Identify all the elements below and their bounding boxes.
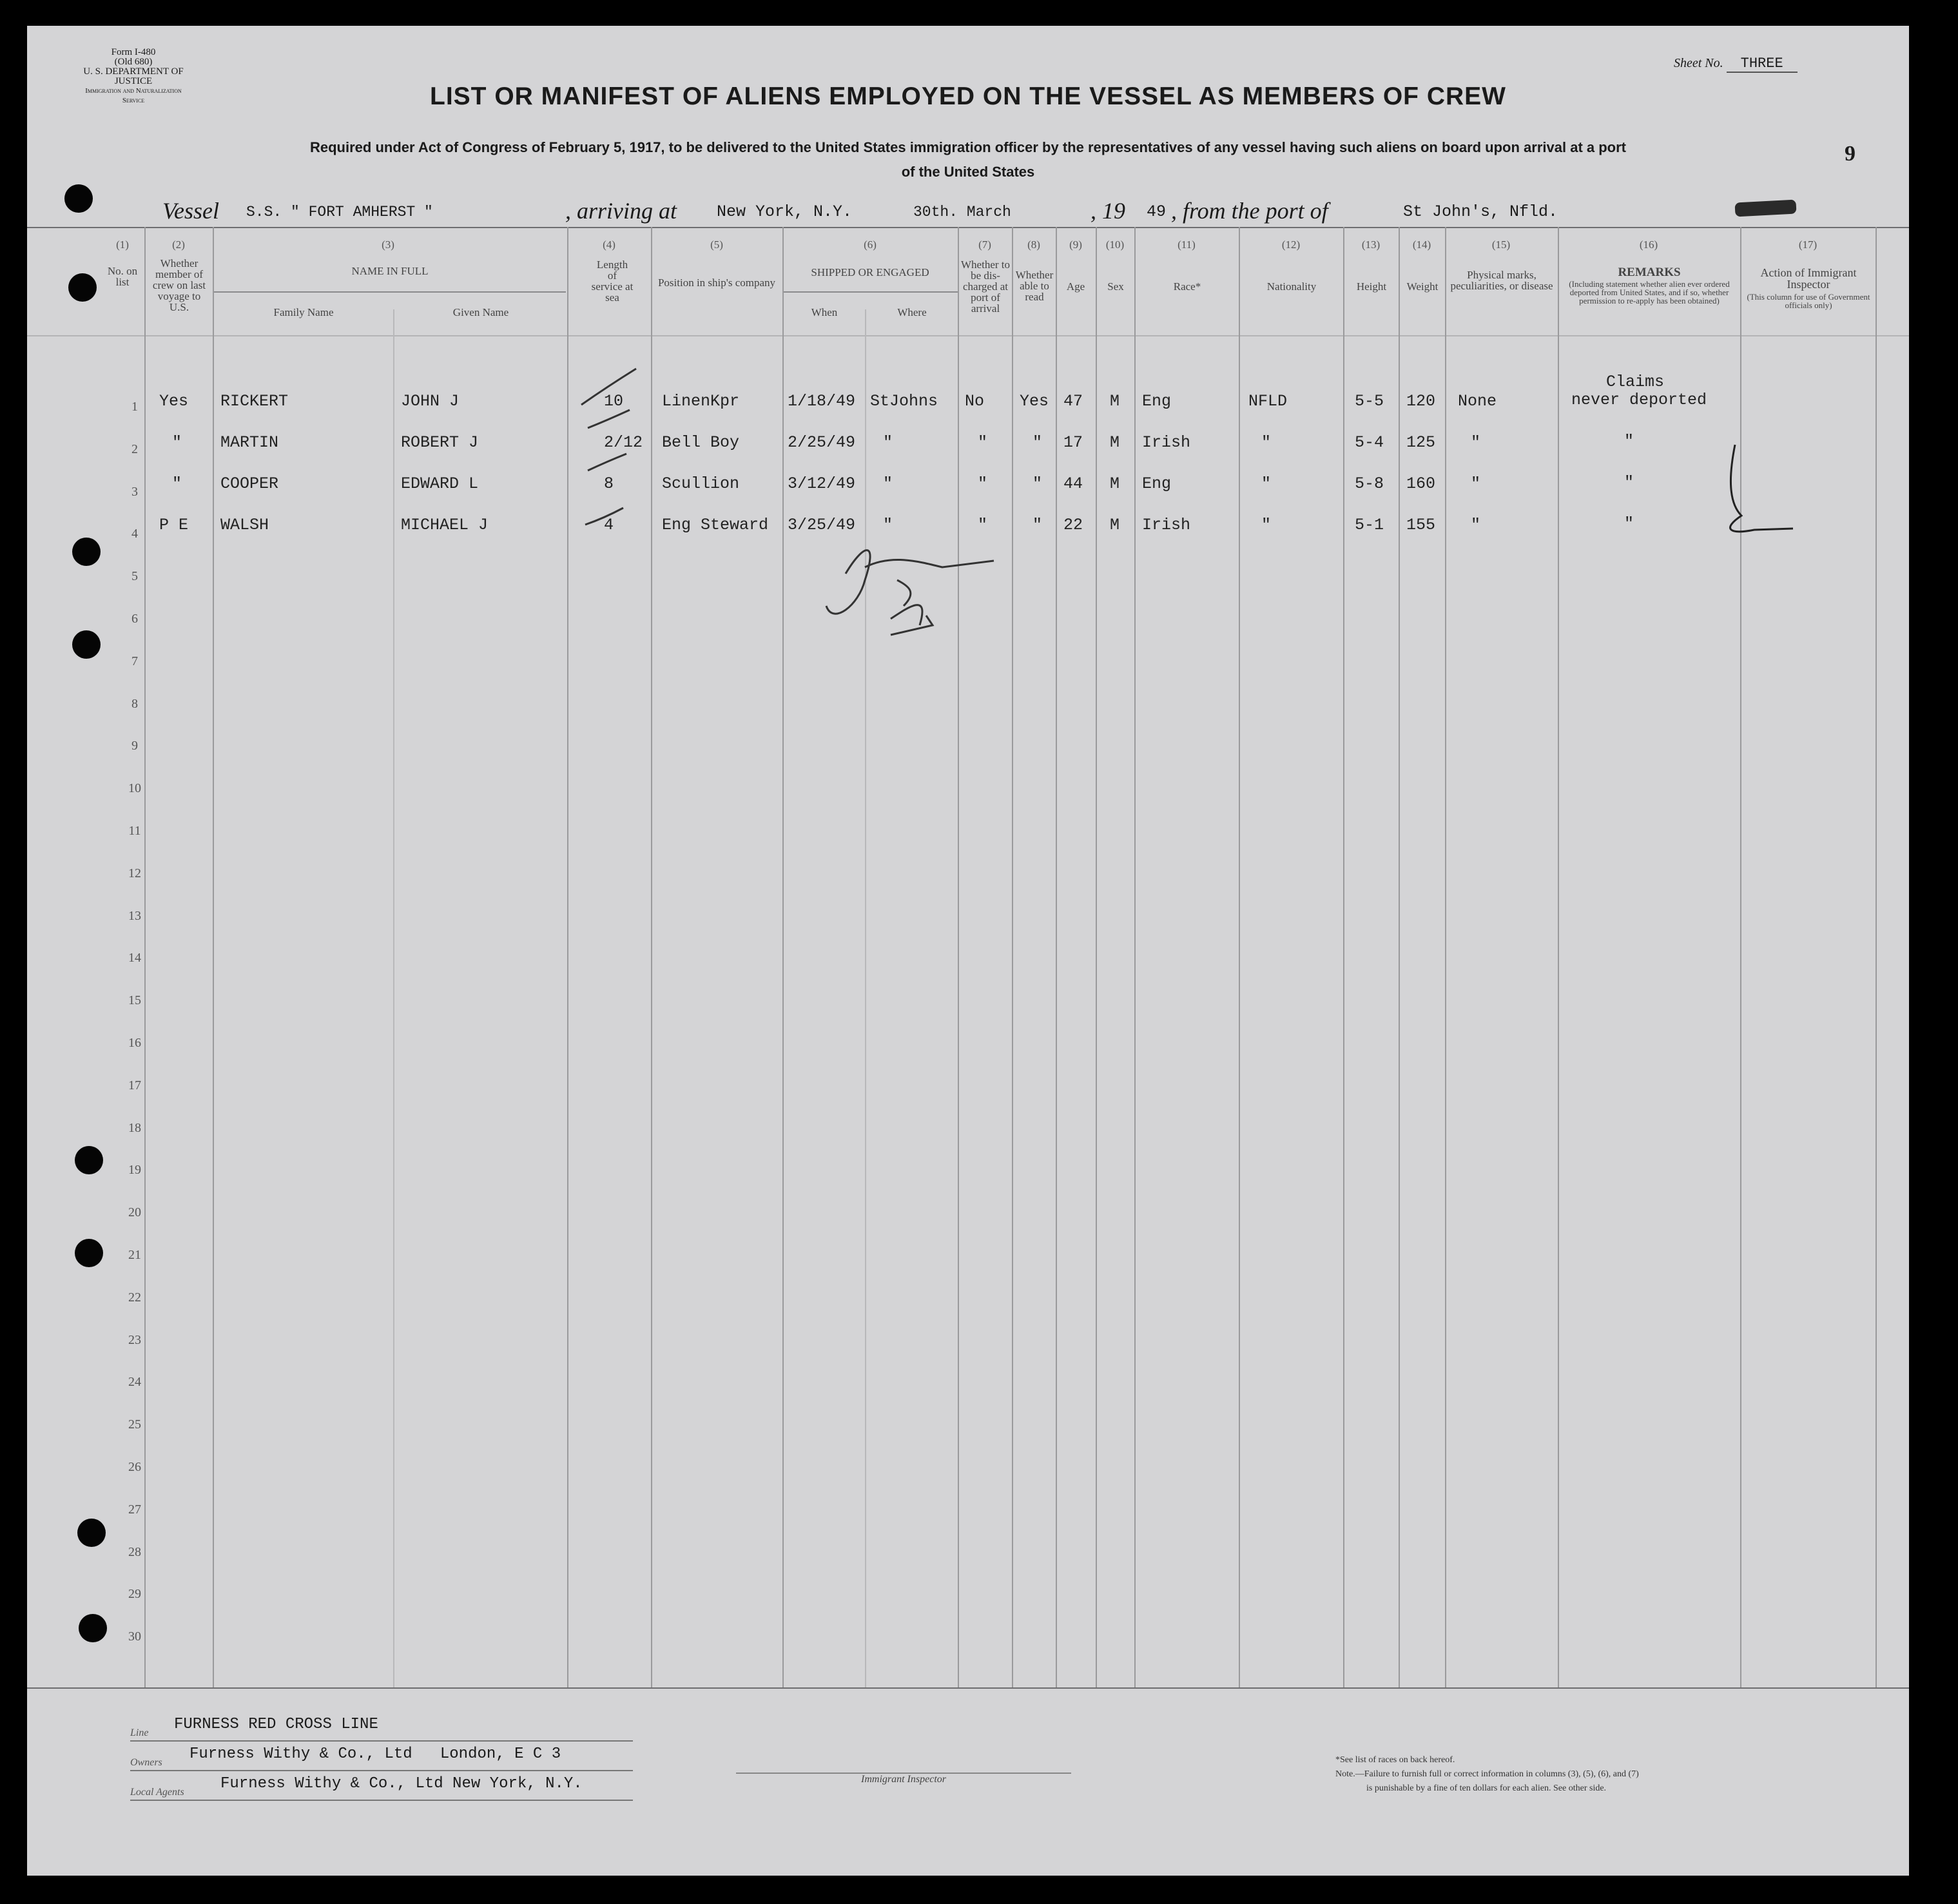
inspector-action-mark xyxy=(1730,445,1793,532)
nationality-cell: " xyxy=(1261,516,1272,534)
page-title: LIST OR MANIFEST OF ALIENS EMPLOYED ON THE VESSEL AS MEMBERS OF CREW xyxy=(430,83,1506,110)
col-head-physical-marks: Physical marks, peculiarities, or disease xyxy=(1450,269,1553,292)
col-head-sex: Sex xyxy=(1107,280,1124,293)
discharged-cell: No xyxy=(965,392,985,411)
position-cell: Scullion xyxy=(662,474,740,493)
col-head-member-last-voyage: Whether member of crew on last voyage to U.S. xyxy=(152,257,206,313)
row-number: 12 xyxy=(128,866,141,880)
height-cell: 5-1 xyxy=(1355,516,1384,534)
department-name: U. S. DEPARTMENT OF JUSTICE xyxy=(83,66,184,86)
col-number: (17) xyxy=(1798,238,1817,251)
remarks-cell-line-1: Claims xyxy=(1606,373,1665,391)
row-number: 8 xyxy=(131,696,138,711)
col-number: (3) xyxy=(382,238,394,251)
where-cell: StJohns xyxy=(870,392,938,411)
punch-hole xyxy=(75,1239,103,1267)
col-head-height: Height xyxy=(1356,280,1387,293)
row-number: 1 xyxy=(131,400,138,414)
col-number: (9) xyxy=(1069,238,1082,251)
row-number: 15 xyxy=(128,993,141,1008)
where-cell: " xyxy=(883,516,893,534)
form-old-number: (Old 680) xyxy=(114,57,153,67)
length-service-cell: 10 xyxy=(604,392,624,411)
length-service-cell: 2/12 xyxy=(604,433,643,452)
row-number: 17 xyxy=(128,1078,141,1093)
able-read-cell: " xyxy=(1032,516,1043,534)
manifest-sheet xyxy=(27,26,1909,1876)
row-number: 4 xyxy=(131,527,138,541)
discharged-cell: " xyxy=(978,516,988,534)
owners-label: Owners xyxy=(130,1757,162,1768)
length-service-cell: 4 xyxy=(604,516,614,534)
from-label: , from the port of xyxy=(1171,198,1328,224)
from-port: St John's, Nfld. xyxy=(1403,202,1558,221)
page-number: 9 xyxy=(1845,142,1856,166)
age-cell: 17 xyxy=(1063,433,1083,452)
height-cell: 5-8 xyxy=(1355,474,1384,493)
weight-cell: 120 xyxy=(1406,392,1436,411)
row-number: 29 xyxy=(128,1587,141,1602)
punch-hole xyxy=(64,184,93,213)
remarks-cell: " xyxy=(1624,473,1634,492)
row-number: 6 xyxy=(131,612,138,626)
age-cell: 44 xyxy=(1063,474,1083,493)
col-head-position: Position in ship's company xyxy=(657,277,776,289)
sex-cell: M xyxy=(1110,516,1120,534)
col-head-remarks-note: (Including statement whether alien ever ordered deported from United States, and if so, whether permission to re-apply has been obtained) xyxy=(1569,279,1730,306)
col-head-length-service: Length of service at sea xyxy=(591,258,634,304)
remarks-cell: " xyxy=(1624,432,1634,451)
col-head-no-on-list: No. on list xyxy=(107,265,138,288)
row-number: 23 xyxy=(128,1332,141,1347)
given-name-cell: JOHN J xyxy=(401,392,460,411)
year-suffix: 49 xyxy=(1147,202,1167,221)
row-number: 25 xyxy=(128,1417,141,1432)
member-cell: P E xyxy=(159,516,189,534)
inspector-signature xyxy=(826,550,994,614)
col-head-name-in-full: NAME IN FULL xyxy=(351,265,429,277)
agents-field xyxy=(130,1776,633,1801)
where-cell: " xyxy=(883,433,893,452)
col-head-where: Where xyxy=(897,306,927,318)
when-cell: 2/25/49 xyxy=(788,433,856,452)
punch-hole xyxy=(72,538,101,566)
punch-hole xyxy=(79,1614,107,1642)
row-number: 7 xyxy=(131,654,138,668)
position-cell: Bell Boy xyxy=(662,433,740,452)
height-cell: 5-5 xyxy=(1355,392,1384,411)
row-number: 11 xyxy=(128,824,141,838)
line-label: Line xyxy=(130,1727,149,1738)
sheet-label: Sheet No. xyxy=(1674,56,1723,70)
member-cell: " xyxy=(172,433,182,452)
owners-field xyxy=(130,1747,633,1771)
footer-notes xyxy=(1335,1753,1851,1796)
subtitle-line-1: Required under Act of Congress of February 5, 1917, to be delivered to the United States immigration officer by the representatives of any vessel having such aliens on board upon arrival at a port xyxy=(309,139,1626,155)
punch-hole xyxy=(77,1519,106,1547)
able-read-cell: " xyxy=(1032,474,1043,493)
race-cell: Irish xyxy=(1142,516,1191,534)
row-number: 21 xyxy=(128,1248,141,1262)
line-value: FURNESS RED CROSS LINE xyxy=(174,1716,378,1733)
sex-cell: M xyxy=(1110,474,1120,493)
service-name: Immigration and Naturalization Service xyxy=(85,87,182,104)
member-cell: " xyxy=(172,474,182,493)
position-cell: Eng Steward xyxy=(662,516,769,534)
col-number: (4) xyxy=(603,238,616,251)
row-number: 5 xyxy=(131,569,138,584)
inspector-initials xyxy=(891,605,933,635)
given-name-cell: EDWARD L xyxy=(401,474,479,493)
race-cell: Eng xyxy=(1142,392,1172,411)
col-number: (15) xyxy=(1491,238,1511,251)
col-head-action-inspector: Action of Immigrant Inspector xyxy=(1760,266,1857,291)
family-name-cell: MARTIN xyxy=(220,433,279,452)
vessel-name: S.S. " FORT AMHERST " xyxy=(246,204,433,220)
vessel-date: 30th. March xyxy=(913,204,1011,220)
discharged-cell: " xyxy=(978,474,988,493)
col-head-action-note: (This column for use of Government officials only) xyxy=(1747,292,1870,310)
row-number: 16 xyxy=(128,1036,141,1050)
length-check-mark xyxy=(581,369,636,405)
nationality-cell: NFLD xyxy=(1248,392,1288,411)
form-number: Form I-480 xyxy=(111,47,156,57)
owners-value: Furness Withy & Co., Ltd London, E C 3 xyxy=(189,1745,561,1763)
col-head-race: Race* xyxy=(1173,280,1201,293)
when-cell: 3/12/49 xyxy=(788,474,856,493)
punch-hole xyxy=(72,630,101,659)
col-number: (5) xyxy=(710,238,723,251)
footer-carrier-block xyxy=(130,1703,710,1832)
row-number: 19 xyxy=(128,1163,141,1178)
length-check-mark xyxy=(588,454,626,471)
physical-marks-cell: " xyxy=(1471,433,1481,452)
col-number: (6) xyxy=(864,238,877,251)
when-cell: 3/25/49 xyxy=(788,516,856,534)
member-cell: Yes xyxy=(159,392,189,411)
weight-cell: 155 xyxy=(1406,516,1436,534)
arriving-port: New York, N.Y. xyxy=(717,202,853,221)
length-service-cell: 8 xyxy=(604,474,614,493)
length-check-mark xyxy=(585,508,623,525)
row-number: 13 xyxy=(128,908,141,923)
family-name-cell: WALSH xyxy=(220,516,269,534)
col-head-remarks: REMARKS xyxy=(1618,266,1681,279)
punch-hole xyxy=(68,273,97,302)
weight-cell: 160 xyxy=(1406,474,1436,493)
age-cell: 22 xyxy=(1063,516,1083,534)
handwritten-marks xyxy=(27,26,1909,1876)
col-number: (10) xyxy=(1105,238,1125,251)
nationality-cell: " xyxy=(1261,433,1272,452)
row-number: 30 xyxy=(128,1629,141,1644)
col-head-nationality: Nationality xyxy=(1266,280,1317,293)
line-field xyxy=(130,1717,633,1742)
physical-marks-cell: " xyxy=(1471,474,1481,493)
sex-cell: M xyxy=(1110,433,1120,452)
row-number: 3 xyxy=(131,484,138,499)
row-number: 27 xyxy=(128,1502,141,1517)
col-number: (8) xyxy=(1027,238,1040,251)
col-head-able-read: Whether able to read xyxy=(1015,269,1054,303)
family-name-cell: COOPER xyxy=(220,474,279,493)
year-prefix: , 19 xyxy=(1090,198,1125,224)
col-number: (2) xyxy=(172,238,185,251)
discharged-cell: " xyxy=(978,433,988,452)
sheet-number: THREE xyxy=(1727,55,1798,73)
row-number: 24 xyxy=(128,1375,141,1390)
punch-hole xyxy=(75,1146,103,1174)
col-number: (1) xyxy=(116,238,129,251)
when-cell: 1/18/49 xyxy=(788,392,856,411)
where-cell: " xyxy=(883,474,893,493)
row-number: 26 xyxy=(128,1460,141,1474)
race-cell: Eng xyxy=(1142,474,1172,493)
penalty-note-cont: is punishable by a fine of ten dollars for each alien. See other side. xyxy=(1366,1783,1607,1793)
nationality-cell: " xyxy=(1261,474,1272,493)
row-number: 28 xyxy=(128,1544,141,1559)
given-name-cell: MICHAEL J xyxy=(401,516,489,534)
row-number: 14 xyxy=(128,951,141,966)
col-head-given-name: Given Name xyxy=(452,306,509,318)
physical-marks-cell: " xyxy=(1471,516,1481,534)
length-check-mark xyxy=(588,410,630,428)
row-number: 10 xyxy=(128,781,141,796)
row-number: 18 xyxy=(128,1120,141,1135)
physical-marks-cell: None xyxy=(1458,392,1497,411)
arriving-label: , arriving at xyxy=(565,198,677,224)
agents-label: Local Agents xyxy=(130,1787,184,1798)
col-head-weight: Weight xyxy=(1406,280,1439,293)
col-number: (7) xyxy=(978,238,991,251)
weight-cell: 125 xyxy=(1406,433,1436,452)
agents-value: Furness Withy & Co., Ltd New York, N.Y. xyxy=(220,1775,583,1792)
vessel-label: Vessel xyxy=(162,198,219,224)
row-number: 20 xyxy=(128,1205,141,1220)
remarks-cell: " xyxy=(1624,514,1634,533)
inspector-label: Immigrant Inspector xyxy=(861,1774,946,1785)
age-cell: 47 xyxy=(1063,392,1083,411)
able-read-cell: " xyxy=(1032,433,1043,452)
penalty-note: Note.—Failure to furnish full or correct information in columns (3), (5), (6), and (7) xyxy=(1335,1769,1639,1779)
races-note: *See list of races on back hereof. xyxy=(1335,1755,1455,1765)
inspector-signature-line xyxy=(736,1773,1071,1785)
given-name-cell: ROBERT J xyxy=(401,433,479,452)
row-number: 22 xyxy=(128,1290,141,1305)
remarks-cell: never deported xyxy=(1571,391,1707,409)
sex-cell: M xyxy=(1110,392,1120,411)
able-read-cell: Yes xyxy=(1020,392,1049,411)
col-number: (14) xyxy=(1412,238,1431,251)
col-number: (11) xyxy=(1178,238,1196,251)
race-cell: Irish xyxy=(1142,433,1191,452)
position-cell: LinenKpr xyxy=(662,392,740,411)
col-head-family-name: Family Name xyxy=(273,306,334,318)
family-name-cell: RICKERT xyxy=(220,392,289,411)
col-number: (13) xyxy=(1361,238,1381,251)
row-number: 2 xyxy=(131,442,138,456)
col-head-when: When xyxy=(811,306,838,318)
col-number: (12) xyxy=(1281,238,1301,251)
subtitle-line-2: of the United States xyxy=(901,164,1035,180)
col-head-discharged: Whether to be dis- charged at port of arrival xyxy=(961,258,1010,315)
col-head-age: Age xyxy=(1066,280,1085,293)
row-number: 9 xyxy=(131,739,138,753)
col-head-shipped-engaged: SHIPPED OR ENGAGED xyxy=(811,266,929,278)
col-number: (16) xyxy=(1639,238,1658,251)
height-cell: 5-4 xyxy=(1355,433,1384,452)
